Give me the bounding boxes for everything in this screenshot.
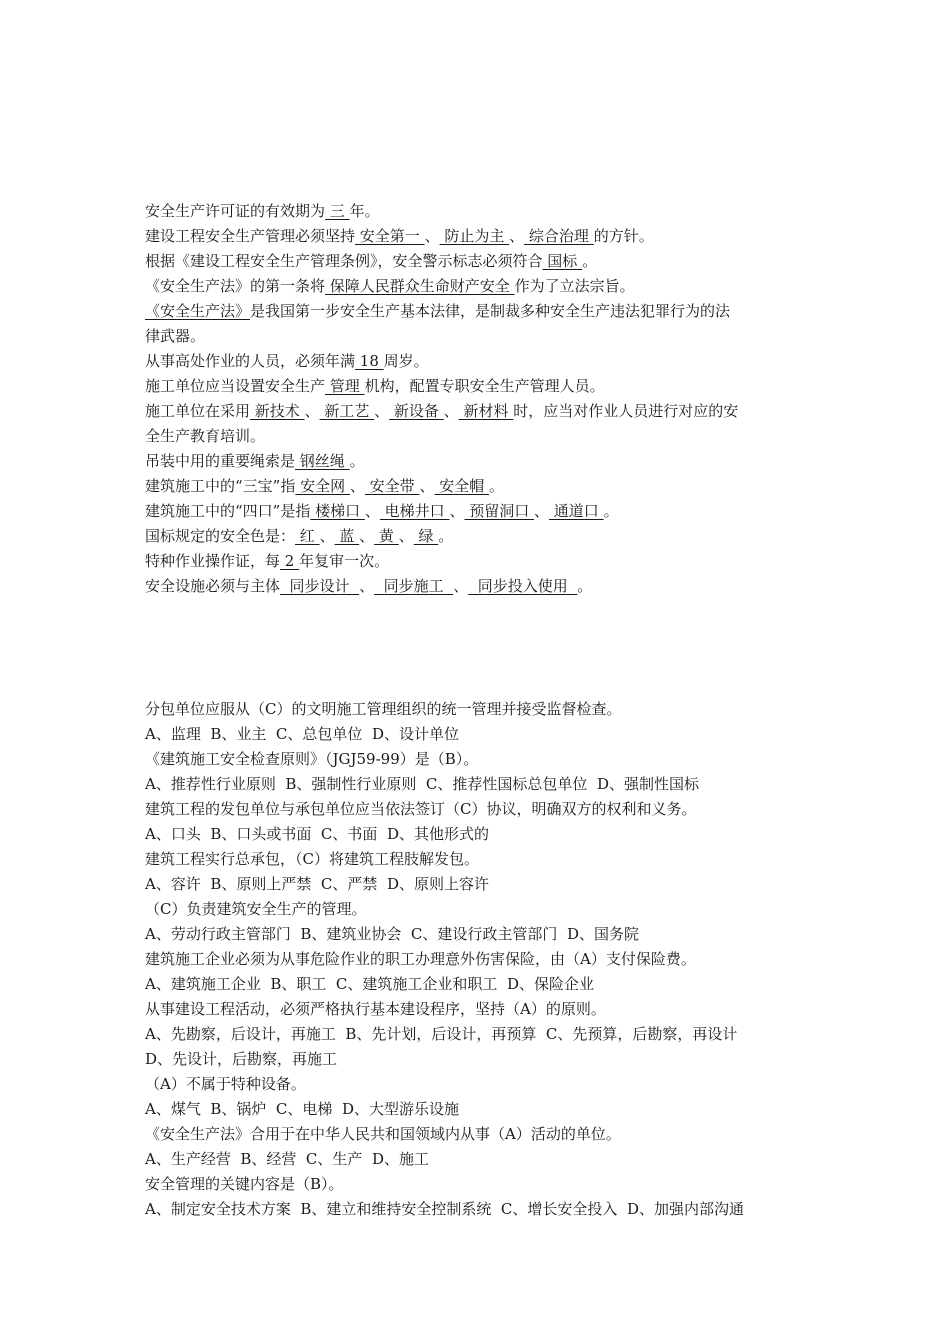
question-text: 、 [424, 227, 440, 245]
fill-blank-line [145, 299, 815, 324]
question-text: 律武器。 [145, 327, 206, 345]
fill-blank-line [145, 224, 815, 249]
fill-blank-line [145, 549, 815, 574]
question-text: 《安全生产法》的第一条将 [145, 277, 326, 295]
question-line: 建筑施工企业必须为从事危险作业的职工办理意外伤害保险，由（A）支付保险费。 [145, 950, 696, 968]
fill-in-blank-section [145, 199, 815, 599]
answer-blank: 安全带 [364, 477, 420, 495]
answer-options-line: A、监理 B、业主 C、总包单位 D、设计单位 [145, 725, 459, 743]
question-text: 全生产教育培训。 [145, 427, 266, 445]
multiple-choice-section [145, 697, 815, 1222]
answer-options-line: A、煤气 B、锅炉 C、电梯 D、大型游乐设施 [145, 1100, 459, 1118]
question-text: 、 [509, 227, 525, 245]
question-text: 施工单位在采用 [145, 402, 251, 420]
answer-blank: 红 [295, 527, 320, 545]
question-text: 的方针。 [593, 227, 654, 245]
question-text: 建筑施工中的“四口”是指 [145, 502, 311, 520]
question-text: 。 [349, 452, 365, 470]
question-text: 年复审一次。 [299, 552, 390, 570]
question-text: 、 [319, 527, 335, 545]
answer-options-line: A、制定安全技术方案 B、建立和维持安全控制系统 C、增长安全投入 D、加强内部沟通 [145, 1200, 744, 1218]
answer-blank: 安全网 [295, 477, 350, 495]
question-text: 、 [364, 502, 380, 520]
question-text: 安全设施必须与主体 [145, 577, 281, 595]
answer-blank: 预留洞口 [464, 502, 535, 520]
answer-options-line: A、生产经营 B、经营 C、生产 D、施工 [145, 1150, 429, 1168]
answer-blank: 钢丝绳 [295, 452, 350, 470]
question-text: 。 [489, 477, 505, 495]
answer-blank: 安全帽 [434, 477, 490, 495]
answer-options-line: A、先勘察，后设计，再施工 B、先计划，后设计，再预算 C、先预算，后勘察，再设计 [145, 1025, 738, 1043]
fill-blank-line [145, 474, 815, 499]
question-text: 、 [453, 577, 469, 595]
answer-blank: 通道口 [549, 502, 604, 520]
fill-blank-line [145, 274, 815, 299]
question-line: 分包单位应服从（C）的文明施工管理组织的统一管理并接受监督检查。 [145, 700, 622, 718]
answer-blank: 同步施工 [374, 577, 454, 595]
question-text: 。 [603, 502, 619, 520]
answer-blank: 楼梯口 [310, 502, 365, 520]
question-text: 、 [304, 402, 320, 420]
question-text: 、 [359, 577, 375, 595]
fill-blank-line [145, 449, 815, 474]
question-text: 建筑施工中的“三宝”指 [145, 477, 296, 495]
question-text: 。 [577, 577, 593, 595]
question-text: 安全生产许可证的有效期为 [145, 202, 326, 220]
question-text: 是我国第一步安全生产基本法律，是制裁多种安全生产违法犯罪行为的法 [250, 302, 731, 320]
question-text: 。 [438, 527, 454, 545]
answer-blank: 新设备 [389, 402, 444, 420]
question-line: 安全管理的关键内容是（B）。 [145, 1175, 344, 1193]
answer-options-line: A、口头 B、口头或书面 C、书面 D、其他形式的 [145, 825, 489, 843]
question-text: 、 [419, 477, 435, 495]
fill-blank-line [145, 374, 815, 399]
fill-blank-line [145, 524, 815, 549]
answer-options-line: A、推荐性行业原则 B、强制性行业原则 C、推荐性国标总包单位 D、强制性国标 [145, 775, 699, 793]
answer-blank: 电梯井口 [379, 502, 450, 520]
answer-blank: 18 [355, 352, 384, 370]
question-line: 从事建设工程活动，必须严格执行基本建设程序，坚持（A）的原则。 [145, 1000, 606, 1018]
question-text: 作为了立法宗旨。 [514, 277, 635, 295]
answer-blank: 同步投入使用 [468, 577, 578, 595]
question-text: 施工单位应当设置安全生产 [145, 377, 326, 395]
answer-options-line: A、容许 B、原则上严禁 C、严禁 D、原则上容许 [145, 875, 489, 893]
answer-blank: 防止为主 [439, 227, 510, 245]
question-text: 、 [398, 527, 414, 545]
fill-blank-line [145, 499, 815, 524]
question-line: 《安全生产法》合用于在中华人民共和国领域内从事（A）活动的单位。 [145, 1125, 621, 1143]
answer-options-line: A、劳动行政主管部门 B、建筑业协会 C、建设行政主管部门 D、国务院 [145, 925, 639, 943]
question-text: 国标规定的安全色是： [145, 527, 296, 545]
question-line: （C）负责建筑安全生产的管理。 [145, 900, 367, 918]
answer-options-line: A、建筑施工企业 B、职工 C、建筑施工企业和职工 D、保险企业 [145, 975, 594, 993]
question-text: 根据《建设工程安全生产管理条例》，安全警示标志必须符合 [145, 252, 543, 270]
question-line: 《建筑施工安全检查原则》（JGJ59-99）是（B）。 [145, 750, 479, 768]
question-text: 建设工程安全生产管理必须坚持 [145, 227, 356, 245]
question-text: 时，应当对作业人员进行对应的安 [513, 402, 739, 420]
fill-blank-line [145, 199, 815, 224]
question-text: 、 [359, 527, 375, 545]
question-text: 。 [582, 252, 598, 270]
answer-blank: 新材料 [458, 402, 514, 420]
fill-blank-line [145, 249, 815, 274]
question-text: 吊装中用的重要绳索是 [145, 452, 296, 470]
answer-blank: 保障人民群众生命财产安全 [325, 277, 515, 295]
answer-blank: 三 [325, 202, 350, 220]
fill-blank-line [145, 424, 815, 449]
answer-blank: 同步设计 [280, 577, 360, 595]
answer-blank: 安全第一 [355, 227, 425, 245]
question-text: 从事高处作业的人员，必须年满 [145, 352, 356, 370]
question-line: （A）不属于特种设备。 [145, 1075, 306, 1093]
question-text: 周岁。 [383, 352, 429, 370]
question-text: 、 [534, 502, 550, 520]
question-text: 年。 [349, 202, 380, 220]
question-line: 建筑工程实行总承包，（C）将建筑工程肢解发包。 [145, 850, 479, 868]
answer-blank: 新技术 [250, 402, 305, 420]
answer-blank: 国标 [542, 252, 583, 270]
question-text: 特种作业操作证，每 [145, 552, 281, 570]
answer-blank: 绿 [413, 527, 439, 545]
answer-blank: 黄 [374, 527, 399, 545]
question-text: 、 [449, 502, 465, 520]
question-text: 、 [374, 402, 390, 420]
answer-blank: 管理 [325, 377, 365, 395]
question-text: 机构，配置专职安全生产管理人员。 [364, 377, 605, 395]
answer-blank: 综合治理 [524, 227, 594, 245]
answer-options-line: D、先设计，后勘察，再施工 [145, 1050, 338, 1068]
fill-blank-line [145, 399, 815, 424]
answer-blank: 《安全生产法》 [145, 302, 251, 320]
fill-blank-line [145, 574, 815, 599]
answer-blank: 蓝 [334, 527, 360, 545]
question-text: 、 [349, 477, 365, 495]
question-text: 、 [443, 402, 459, 420]
answer-blank: 新工艺 [319, 402, 375, 420]
question-line: 建筑工程的发包单位与承包单位应当依法签订（C）协议，明确双方的权利和义务。 [145, 800, 697, 818]
fill-blank-line [145, 324, 815, 349]
answer-blank: 2 [280, 552, 300, 570]
fill-blank-line [145, 349, 815, 374]
